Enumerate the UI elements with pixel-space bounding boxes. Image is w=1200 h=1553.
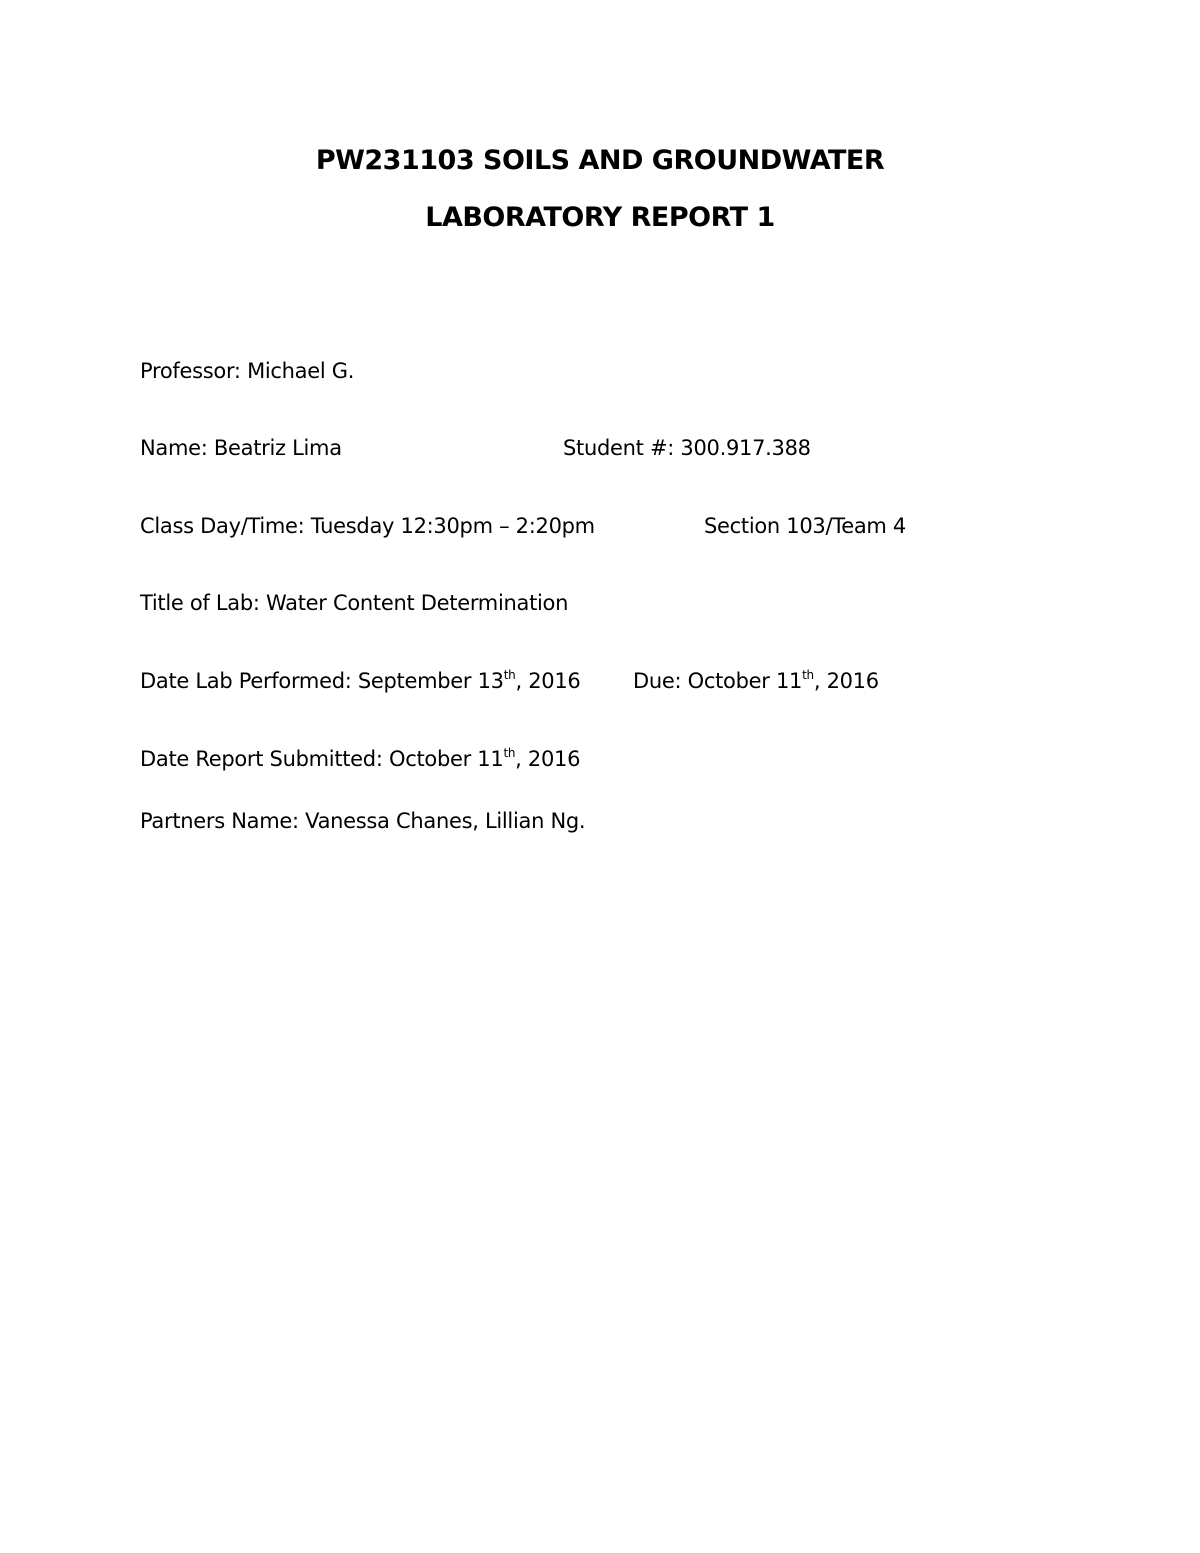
section-team-line: Section 103/Team 4 bbox=[704, 514, 906, 538]
due-date-ordinal: th bbox=[802, 668, 814, 682]
student-name-line: Name: Beatriz Lima bbox=[140, 436, 342, 460]
professor-line: Professor: Michael G. bbox=[140, 359, 355, 383]
due-date-prefix: Due: October 11 bbox=[633, 669, 803, 693]
date-submitted-line bbox=[140, 746, 580, 772]
date-performed-line bbox=[140, 668, 580, 694]
due-date-line bbox=[633, 668, 879, 694]
lab-title-line: Title of Lab: Water Content Determination bbox=[140, 591, 569, 615]
date-submitted-prefix: Date Report Submitted: October 11 bbox=[140, 747, 504, 771]
date-submitted-ordinal: th bbox=[503, 746, 516, 760]
due-date-year: , 2016 bbox=[813, 669, 879, 693]
date-performed-year: , 2016 bbox=[515, 669, 581, 693]
date-performed-prefix: Date Lab Performed: September 13 bbox=[140, 669, 504, 693]
report-course-title: PW231103 SOILS AND GROUNDWATER bbox=[315, 145, 885, 176]
report-title: LABORATORY REPORT 1 bbox=[425, 202, 775, 233]
date-performed-ordinal: th bbox=[503, 668, 516, 682]
student-number-line: Student #: 300.917.388 bbox=[563, 436, 811, 460]
partners-line: Partners Name: Vanessa Chanes, Lillian Ng. bbox=[140, 809, 586, 833]
date-submitted-year: , 2016 bbox=[515, 747, 581, 771]
class-time-line: Class Day/Time: Tuesday 12:30pm – 2:20pm bbox=[140, 514, 595, 538]
